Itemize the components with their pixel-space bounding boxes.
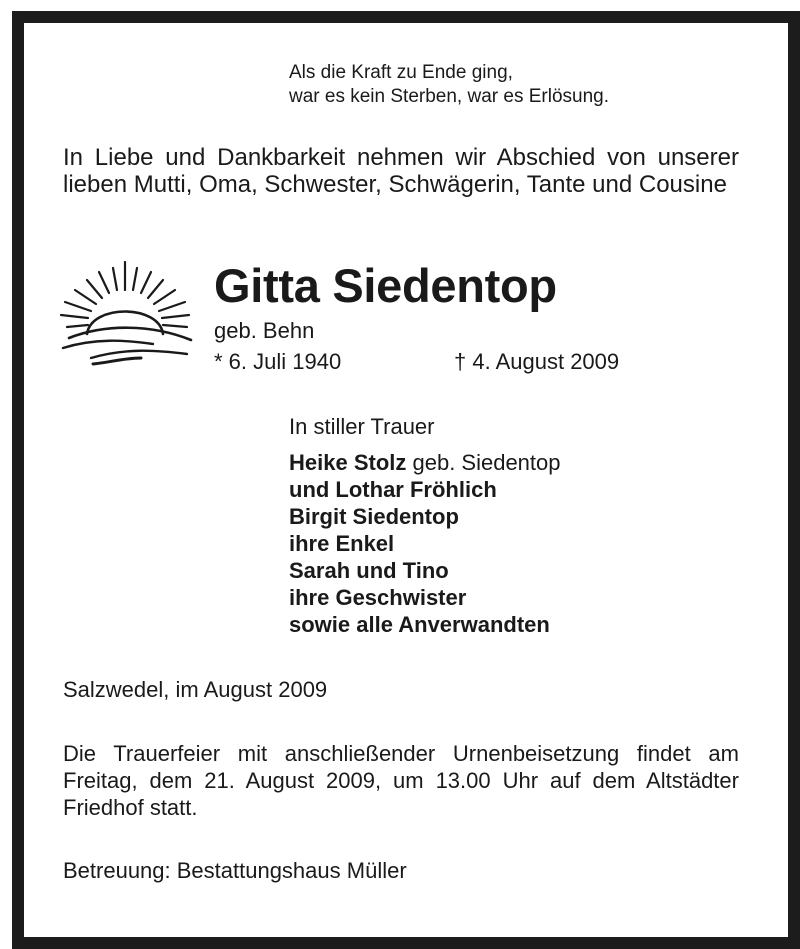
mourner-line: ihre Enkel xyxy=(289,531,395,556)
place-date: Salzwedel, im August 2009 xyxy=(63,677,328,702)
mourner-line: sowie alle Anverwandten xyxy=(289,612,550,637)
mourner-line: ihre Geschwister xyxy=(289,585,467,610)
mourners-list xyxy=(289,449,561,638)
intro-text: In Liebe und Dankbarkeit nehmen wir Abschied von unserer lieben Mutti, Oma, Schwester, Schwägerin, Tante und Cousine xyxy=(63,144,739,198)
mourner-line: und Lothar Fröhlich xyxy=(289,477,497,502)
funeral-service-text: Die Trauerfeier mit anschließender Urnenbeisetzung findet am Freitag, dem 21. August 2009, um 13.00 Uhr auf dem Altstädter Friedhof statt. xyxy=(63,741,739,820)
mourning-intro: In stiller Trauer xyxy=(289,414,435,439)
death-date: † 4. August 2009 xyxy=(454,349,620,374)
mourner-name: Heike Stolz xyxy=(289,450,407,475)
quote-line-1: Als die Kraft zu Ende ging, xyxy=(289,62,513,83)
deceased-name: Gitta Siedentop xyxy=(214,259,557,312)
birth-date: * 6. Juli 1940 xyxy=(214,349,342,374)
setting-sun-icon xyxy=(55,258,195,370)
mourner-line: Sarah und Tino xyxy=(289,558,449,583)
mourner-line: Birgit Siedentop xyxy=(289,504,459,529)
mourner-maiden-name: geb. Siedentop xyxy=(406,450,561,475)
funeral-home: Betreuung: Bestattungshaus Müller xyxy=(63,858,407,883)
maiden-name: geb. Behn xyxy=(214,318,315,343)
quote-line-2: war es kein Sterben, war es Erlösung. xyxy=(289,86,609,107)
mourner-line xyxy=(289,449,561,476)
quote xyxy=(289,61,609,109)
